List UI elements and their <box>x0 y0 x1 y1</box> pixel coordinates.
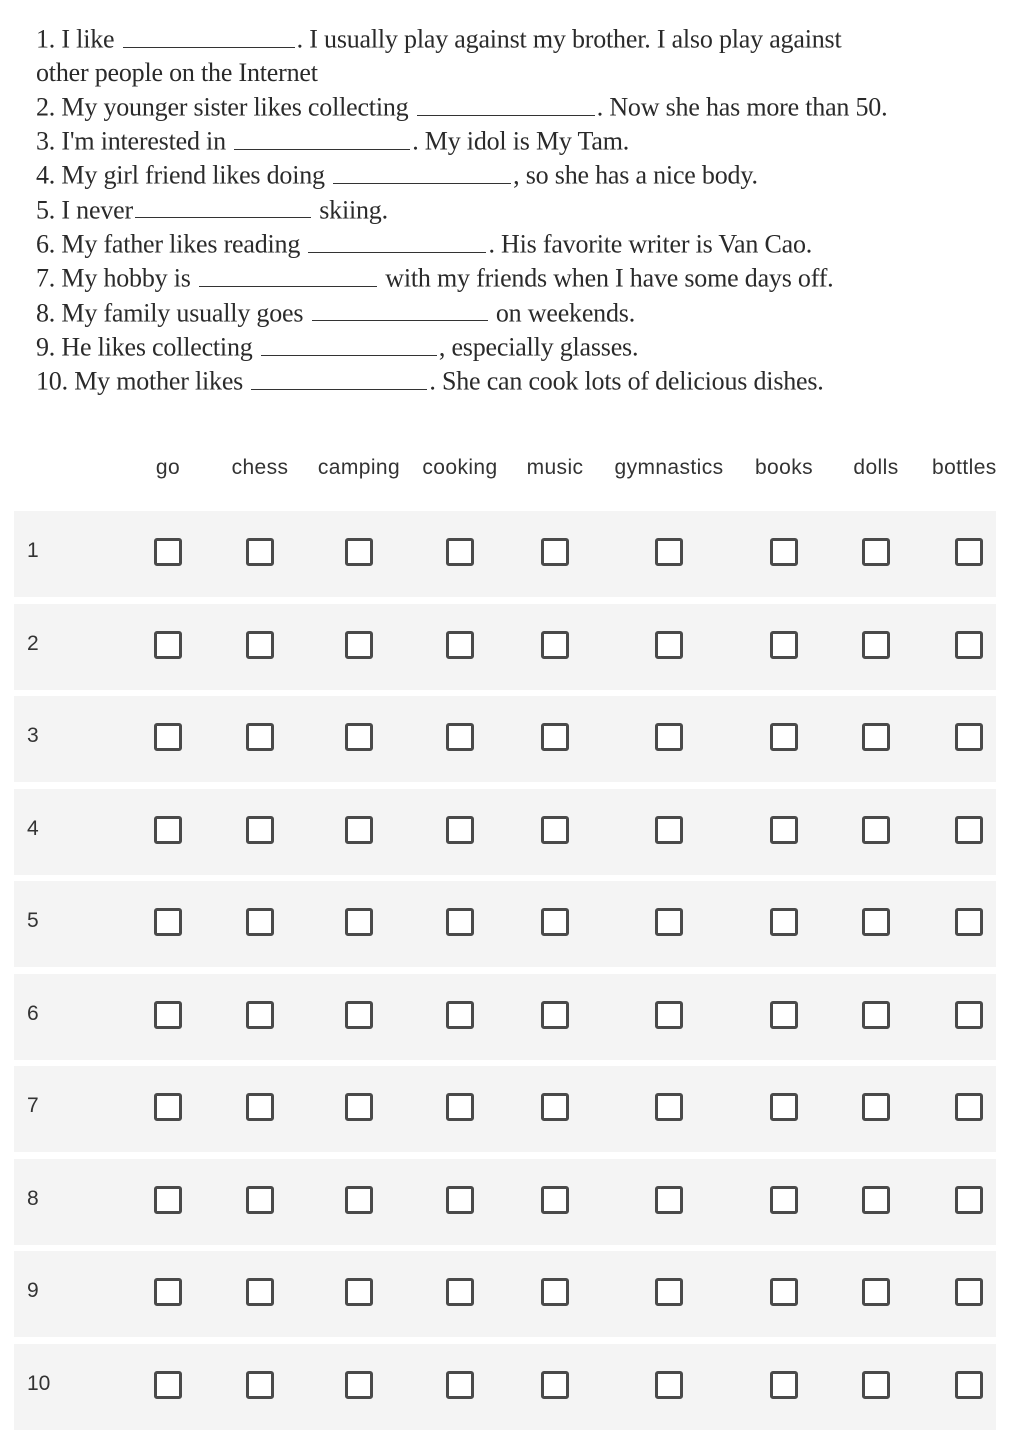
grid-row-3 <box>14 696 996 782</box>
checkbox-row-10-chess[interactable] <box>246 1371 274 1399</box>
checkbox-row-8-music[interactable] <box>541 1186 569 1214</box>
checkbox-row-8-cooking[interactable] <box>446 1186 474 1214</box>
checkbox-row-8-dolls[interactable] <box>862 1186 890 1214</box>
checkbox-row-2-go[interactable] <box>154 631 182 659</box>
question-text: I never <box>61 195 133 225</box>
checkbox-row-4-gymnastics[interactable] <box>655 816 683 844</box>
checkbox-row-10-camping[interactable] <box>345 1371 373 1399</box>
checkbox-row-2-gymnastics[interactable] <box>655 631 683 659</box>
checkbox-row-4-books[interactable] <box>770 816 798 844</box>
row-label: 3 <box>27 724 39 747</box>
checkbox-row-10-bottles[interactable] <box>955 1371 983 1399</box>
question-text: My family usually goes <box>61 298 310 328</box>
checkbox-row-1-books[interactable] <box>770 538 798 566</box>
grid-row-7 <box>14 1066 996 1152</box>
checkbox-row-1-chess[interactable] <box>246 538 274 566</box>
checkbox-row-5-music[interactable] <box>541 908 569 936</box>
checkbox-row-2-music[interactable] <box>541 631 569 659</box>
checkbox-row-8-go[interactable] <box>154 1186 182 1214</box>
grid-row-6 <box>14 974 996 1060</box>
question-text: on weekends. <box>489 298 635 328</box>
question-text: My father likes reading <box>61 229 307 259</box>
checkbox-row-1-bottles[interactable] <box>955 538 983 566</box>
question-text: . I usually play against my brother. I also play against <box>296 24 842 54</box>
checkbox-row-7-camping[interactable] <box>345 1093 373 1121</box>
checkbox-row-3-go[interactable] <box>154 723 182 751</box>
checkbox-row-9-chess[interactable] <box>246 1278 274 1306</box>
checkbox-row-9-bottles[interactable] <box>955 1278 983 1306</box>
question-text: My younger sister likes collecting <box>61 92 415 122</box>
checkbox-row-7-chess[interactable] <box>246 1093 274 1121</box>
question-text: , so she has a nice body. <box>513 161 758 191</box>
row-label: 2 <box>27 632 39 655</box>
row-label: 4 <box>27 817 39 840</box>
checkbox-row-1-camping[interactable] <box>345 538 373 566</box>
column-header-books: books <box>754 456 814 479</box>
checkbox-row-8-bottles[interactable] <box>955 1186 983 1214</box>
row-label: 5 <box>27 909 39 932</box>
checkbox-row-7-dolls[interactable] <box>862 1093 890 1121</box>
checkbox-row-4-dolls[interactable] <box>862 816 890 844</box>
checkbox-row-2-books[interactable] <box>770 631 798 659</box>
checkbox-row-3-camping[interactable] <box>345 723 373 751</box>
checkbox-row-8-gymnastics[interactable] <box>655 1186 683 1214</box>
checkbox-row-1-go[interactable] <box>154 538 182 566</box>
grid-row-9 <box>14 1251 996 1337</box>
checkbox-row-2-cooking[interactable] <box>446 631 474 659</box>
checkbox-row-8-camping[interactable] <box>345 1186 373 1214</box>
checkbox-row-2-camping[interactable] <box>345 631 373 659</box>
row-label: 1 <box>27 539 39 562</box>
checkbox-row-6-books[interactable] <box>770 1001 798 1029</box>
checkbox-row-9-camping[interactable] <box>345 1278 373 1306</box>
question-text: He likes collecting <box>61 332 259 362</box>
question-text: I like <box>61 24 121 54</box>
column-header-music: music <box>526 456 584 479</box>
checkbox-row-2-chess[interactable] <box>246 631 274 659</box>
grid-row-10 <box>14 1344 996 1430</box>
checkbox-row-5-camping[interactable] <box>345 908 373 936</box>
question-text: . Now she has more than 50. <box>596 92 888 122</box>
checkbox-row-10-go[interactable] <box>154 1371 182 1399</box>
row-label: 10 <box>27 1372 51 1395</box>
checkbox-row-1-dolls[interactable] <box>862 538 890 566</box>
question-text: . She can cook lots of delicious dishes. <box>429 366 824 396</box>
checkbox-row-6-bottles[interactable] <box>955 1001 983 1029</box>
question-number: 2. <box>36 92 56 122</box>
column-header-go: go <box>155 456 181 479</box>
checkbox-row-6-go[interactable] <box>154 1001 182 1029</box>
checkbox-row-10-gymnastics[interactable] <box>655 1371 683 1399</box>
checkbox-row-5-cooking[interactable] <box>446 908 474 936</box>
checkbox-row-3-bottles[interactable] <box>955 723 983 751</box>
checkbox-row-7-music[interactable] <box>541 1093 569 1121</box>
row-label: 9 <box>27 1279 39 1302</box>
checkbox-row-2-dolls[interactable] <box>862 631 890 659</box>
checkbox-row-4-chess[interactable] <box>246 816 274 844</box>
column-header-chess: chess <box>231 456 289 479</box>
checkbox-row-3-dolls[interactable] <box>862 723 890 751</box>
checkbox-row-5-dolls[interactable] <box>862 908 890 936</box>
column-header-bottles: bottles <box>932 456 997 479</box>
checkbox-row-3-gymnastics[interactable] <box>655 723 683 751</box>
grid-row-4 <box>14 789 996 875</box>
grid-row-8 <box>14 1159 996 1245</box>
checkbox-row-7-bottles[interactable] <box>955 1093 983 1121</box>
checkbox-row-1-gymnastics[interactable] <box>655 538 683 566</box>
checkbox-row-9-gymnastics[interactable] <box>655 1278 683 1306</box>
checkbox-row-6-cooking[interactable] <box>446 1001 474 1029</box>
question-text: other people on the Internet <box>36 58 318 88</box>
checkbox-row-4-camping[interactable] <box>345 816 373 844</box>
question-text: skiing. <box>312 195 388 225</box>
question-number: 9. <box>36 332 56 362</box>
checkbox-row-5-bottles[interactable] <box>955 908 983 936</box>
checkbox-row-5-chess[interactable] <box>246 908 274 936</box>
question-number: 4. <box>36 161 56 191</box>
checkbox-row-9-music[interactable] <box>541 1278 569 1306</box>
question-text: with my friends when I have some days off. <box>378 263 834 293</box>
checkbox-row-7-books[interactable] <box>770 1093 798 1121</box>
grid-row-5 <box>14 881 996 967</box>
checkbox-row-1-cooking[interactable] <box>446 538 474 566</box>
checkbox-row-5-gymnastics[interactable] <box>655 908 683 936</box>
column-header-dolls: dolls <box>853 456 899 479</box>
question-number: 1. <box>36 24 56 54</box>
checkbox-row-3-books[interactable] <box>770 723 798 751</box>
checkbox-row-2-bottles[interactable] <box>955 631 983 659</box>
checkbox-row-10-cooking[interactable] <box>446 1371 474 1399</box>
checkbox-row-9-dolls[interactable] <box>862 1278 890 1306</box>
question-number: 8. <box>36 298 56 328</box>
question-text: My mother likes <box>74 366 250 396</box>
checkbox-row-6-dolls[interactable] <box>862 1001 890 1029</box>
column-header-gymnastics: gymnastics <box>614 456 724 479</box>
checkbox-row-3-cooking[interactable] <box>446 723 474 751</box>
question-number: 6. <box>36 229 56 259</box>
checkbox-row-3-chess[interactable] <box>246 723 274 751</box>
checkbox-row-6-chess[interactable] <box>246 1001 274 1029</box>
question-text: , especially glasses. <box>438 332 639 362</box>
column-header-cooking: cooking <box>422 456 498 479</box>
grid-row-1 <box>14 511 996 597</box>
checkbox-row-10-dolls[interactable] <box>862 1371 890 1399</box>
checkbox-row-7-go[interactable] <box>154 1093 182 1121</box>
question-text: I'm interested in <box>61 126 233 156</box>
question-number: 3. <box>36 126 56 156</box>
checkbox-row-7-cooking[interactable] <box>446 1093 474 1121</box>
row-label: 7 <box>27 1094 39 1117</box>
checkbox-row-8-chess[interactable] <box>246 1186 274 1214</box>
checkbox-row-10-music[interactable] <box>541 1371 569 1399</box>
question-text: My hobby is <box>61 263 197 293</box>
checkbox-row-6-camping[interactable] <box>345 1001 373 1029</box>
checkbox-row-10-books[interactable] <box>770 1371 798 1399</box>
checkbox-row-9-go[interactable] <box>154 1278 182 1306</box>
checkbox-row-4-cooking[interactable] <box>446 816 474 844</box>
question-text: My girl friend likes doing <box>61 161 332 191</box>
checkbox-row-4-go[interactable] <box>154 816 182 844</box>
checkbox-row-5-books[interactable] <box>770 908 798 936</box>
checkbox-row-8-books[interactable] <box>770 1186 798 1214</box>
column-header-camping: camping <box>317 456 401 479</box>
checkbox-row-7-gymnastics[interactable] <box>655 1093 683 1121</box>
grid-row-2 <box>14 604 996 690</box>
checkbox-row-4-bottles[interactable] <box>955 816 983 844</box>
question-number: 5. <box>36 195 56 225</box>
checkbox-row-4-music[interactable] <box>541 816 569 844</box>
row-label: 6 <box>27 1002 39 1025</box>
checkbox-row-6-gymnastics[interactable] <box>655 1001 683 1029</box>
checkbox-row-9-cooking[interactable] <box>446 1278 474 1306</box>
checkbox-row-1-music[interactable] <box>541 538 569 566</box>
checkbox-row-9-books[interactable] <box>770 1278 798 1306</box>
checkbox-row-6-music[interactable] <box>541 1001 569 1029</box>
question-number: 7. <box>36 263 56 293</box>
checkbox-row-5-go[interactable] <box>154 908 182 936</box>
question-text: . His favorite writer is Van Cao. <box>488 229 813 259</box>
question-number: 10. <box>36 366 68 396</box>
row-label: 8 <box>27 1187 39 1210</box>
question-text: . My idol is My Tam. <box>412 126 630 156</box>
checkbox-row-3-music[interactable] <box>541 723 569 751</box>
